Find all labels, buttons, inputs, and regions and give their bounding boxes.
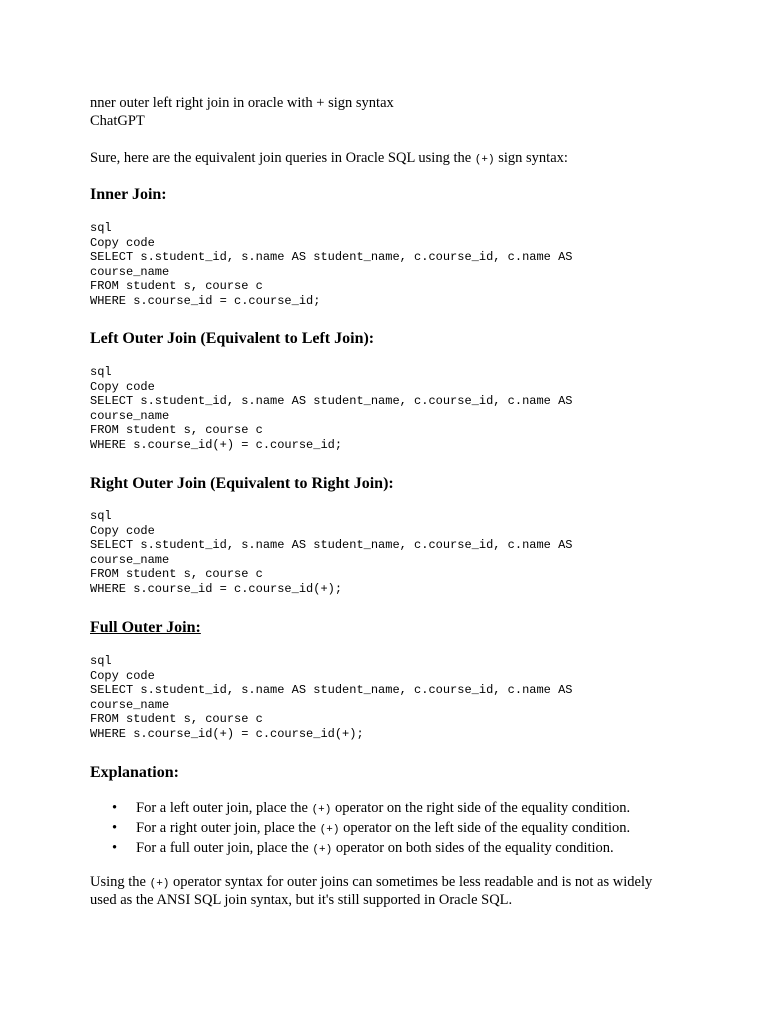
bullet-operator: (+) — [319, 824, 340, 836]
code-block-right: SELECT s.student_id, s.name AS student_name, c.course_id, c.name AS course_name FROM student s, course c WHERE s.course_id = c.course_id(+); — [90, 538, 573, 596]
heading-explanation: Explanation: — [90, 764, 179, 781]
copy-code-left[interactable]: Copy code — [90, 379, 155, 394]
bullet-icon: • — [112, 820, 118, 836]
bullet-text-after: operator on the right side of the equality condition. — [331, 800, 631, 816]
closing-paragraph-line2: used as the ANSI SQL join syntax, but it's still supported in Oracle SQL. — [90, 892, 513, 908]
explanation-list — [112, 799, 630, 859]
bullet-text-before: For a full outer join, place the — [136, 840, 313, 856]
bullet-icon: • — [112, 800, 118, 816]
copy-code-right[interactable]: Copy code — [90, 523, 155, 538]
intro-paragraph — [90, 149, 568, 169]
copy-code-full[interactable]: Copy code — [90, 668, 155, 683]
closing-paragraph-line1 — [90, 873, 652, 893]
code-block-left: SELECT s.student_id, s.name AS student_name, c.course_id, c.name AS course_name FROM student s, course c WHERE s.course_id(+) = c.course_id; — [90, 394, 573, 452]
list-item — [112, 799, 630, 819]
code-label-inner: sql — [90, 221, 112, 235]
bullet-text-before: For a right outer join, place the — [136, 820, 320, 836]
heading-full-outer-join: Full Outer Join: — [90, 619, 201, 636]
code-label-full: sql — [90, 654, 112, 668]
code-block-full: SELECT s.student_id, s.name AS student_name, c.course_id, c.name AS course_name FROM student s, course c WHERE s.course_id(+) = c.course_id(+); — [90, 683, 573, 741]
code-label-left: sql — [90, 365, 112, 379]
code-block-inner: SELECT s.student_id, s.name AS student_name, c.course_id, c.name AS course_name FROM student s, course c WHERE s.course_id = c.course_id; — [90, 250, 573, 308]
intro-operator: (+) — [474, 154, 495, 166]
closing-text-before: Using the — [90, 874, 150, 890]
bullet-text-after: operator on both sides of the equality condition. — [332, 840, 614, 856]
prompt-text: nner outer left right join in oracle with + sign syntax — [90, 95, 394, 111]
heading-left-outer-join: Left Outer Join (Equivalent to Left Join): — [90, 330, 375, 347]
source-label: ChatGPT — [90, 113, 145, 129]
bullet-icon: • — [112, 840, 118, 856]
bullet-operator: (+) — [311, 804, 332, 816]
bullet-operator: (+) — [312, 844, 333, 856]
bullet-text-after: operator on the left side of the equality condition. — [339, 820, 631, 836]
bullet-text-before: For a left outer join, place the — [136, 800, 312, 816]
closing-text-after: operator syntax for outer joins can sometimes be less readable and is not as widely — [169, 874, 653, 890]
heading-inner-join: Inner Join: — [90, 186, 167, 203]
closing-operator: (+) — [149, 878, 170, 890]
list-item — [112, 819, 630, 839]
intro-text-after: sign syntax: — [494, 150, 568, 166]
list-item — [112, 839, 630, 859]
heading-right-outer-join: Right Outer Join (Equivalent to Right Join): — [90, 475, 394, 492]
code-label-right: sql — [90, 509, 112, 523]
copy-code-inner[interactable]: Copy code — [90, 235, 155, 250]
intro-text-before: Sure, here are the equivalent join queries in Oracle SQL using the — [90, 150, 475, 166]
